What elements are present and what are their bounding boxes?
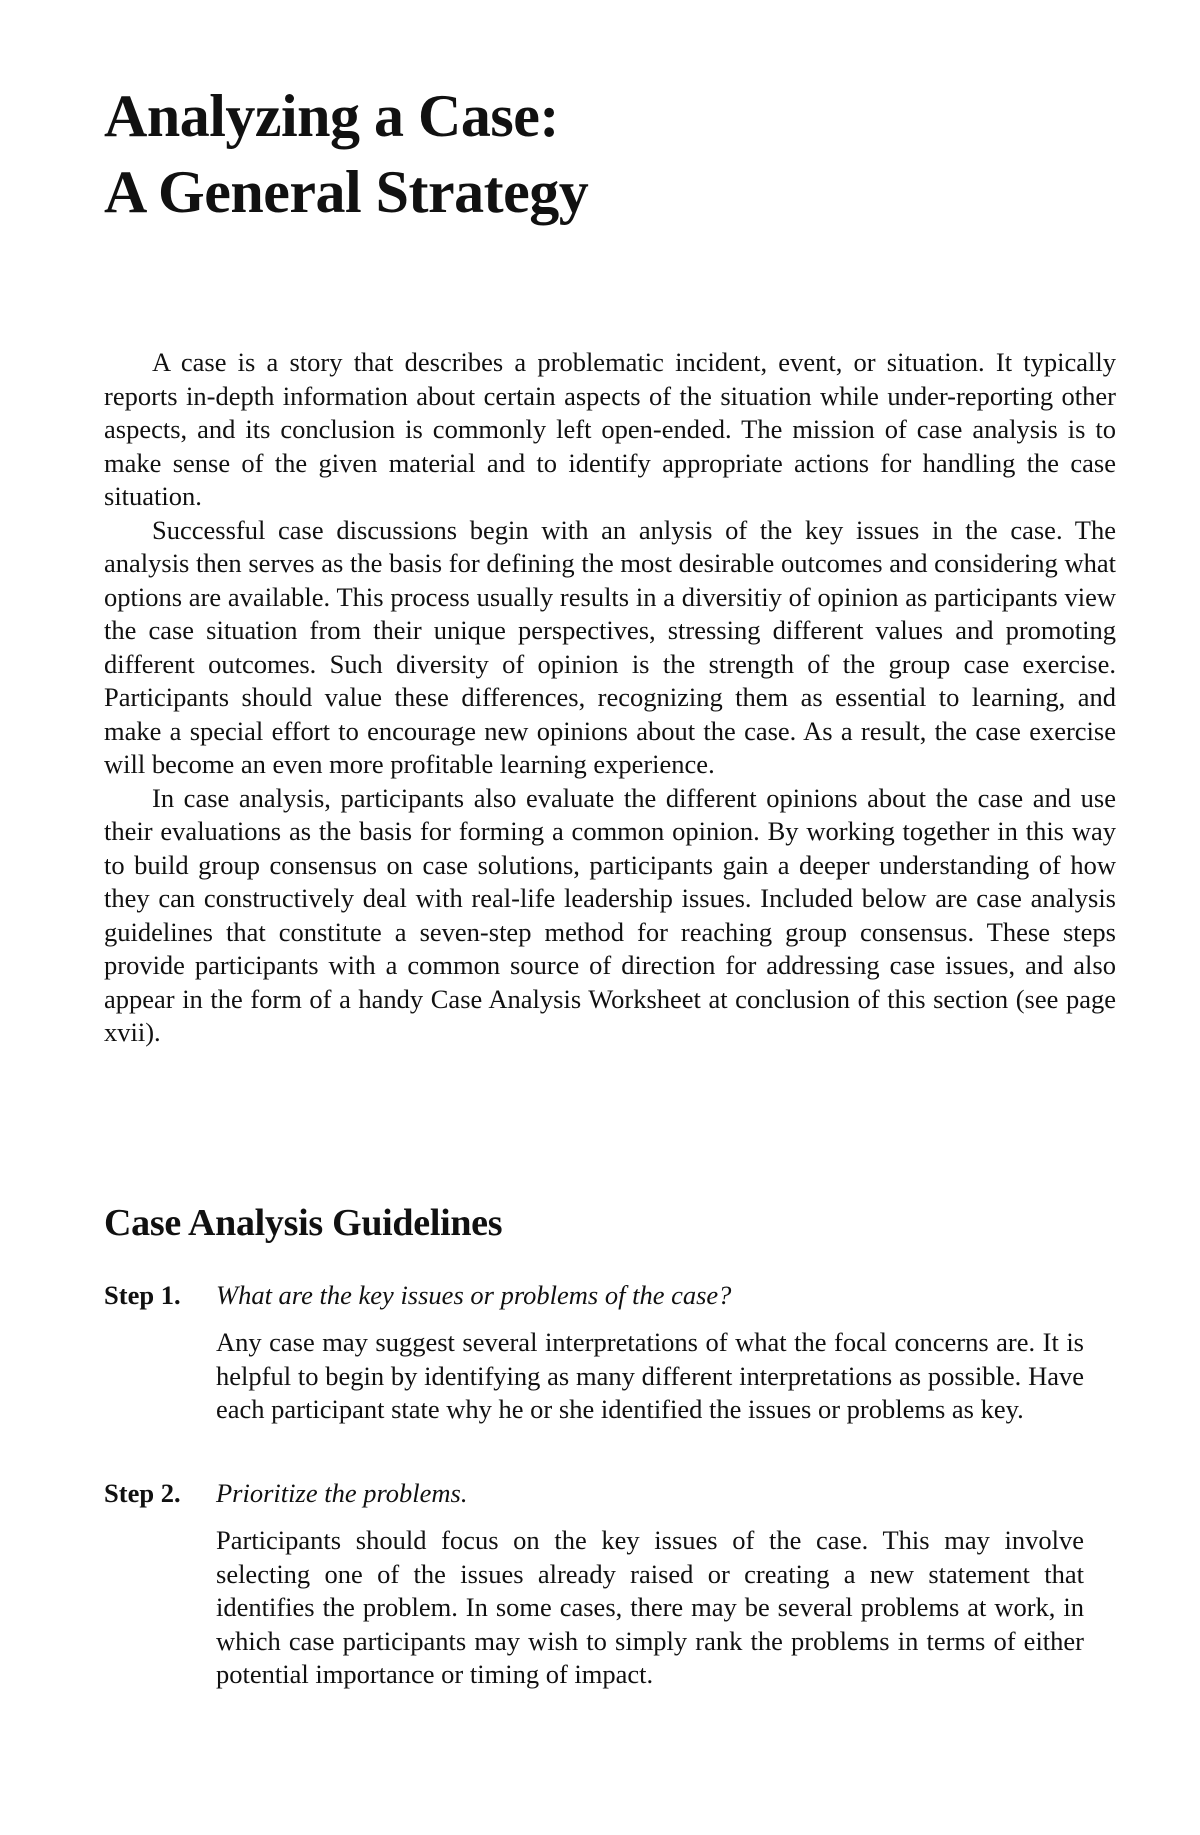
step-1 xyxy=(104,1278,1116,1427)
step-2-question: Prioritize the problems. xyxy=(216,1478,468,1508)
page-title xyxy=(104,78,588,230)
intro-paragraph-1: A case is a story that describes a problematic incident, event, or situation. It typically reports in-depth information about certain aspects of the situation while under-reporting other aspects, and its conclusion is commonly left open-ended. The mission of case analysis is to make sense of the given material and to identify appropriate actions for handling the case situation. xyxy=(104,347,1116,511)
page-title-line-2: A General Strategy xyxy=(104,159,589,225)
page-title-line-1: Analyzing a Case: xyxy=(104,83,559,149)
step-2-label: Step 2. xyxy=(104,1478,181,1508)
step-1-body: Any case may suggest several interpretations of what the focal concerns are. It is helpful to begin by identifying as many different interpretations as possible. Have each participant state why he or she identified the issues or problems as key. xyxy=(216,1327,1084,1424)
intro-paragraph-2: Successful case discussions begin with an anlysis of the key issues in the case. The analysis then serves as the basis for defining the most desirable outcomes and considering what options are available. This process usually results in a diversitiy of opinion as participants view the case situation from their unique perspectives, stressing different values and promoting different outcomes. Such diversity of opinion is the strength of the group case exercise. Participants should value these differences, recognizing them as essential to learning, and make a special effort to encourage new opinions about the case. As a result, the case exercise will become an even more profitable learning experience. xyxy=(104,514,1116,779)
intro-paragraph-3: In case analysis, participants also evaluate the different opinions about the case and use their evaluations as the basis for forming a common opinion. By working together in this way to build group consensus on case solutions, participants gain a deeper understanding of how they can constructively deal with real-life leadership issues. Included below are case analysis guidelines that constitute a seven-step method for reaching group consensus. These steps provide participants with a common source of direction for addressing case issues, and also appear in the form of a handy Case Analysis Worksheet at conclusion of this section (see page xvii). xyxy=(104,782,1116,1047)
section-heading: Case Analysis Guidelines xyxy=(104,1202,503,1244)
step-1-header xyxy=(104,1278,1116,1312)
step-2-header xyxy=(104,1476,1116,1510)
step-2 xyxy=(104,1476,1116,1692)
step-1-label: Step 1. xyxy=(104,1280,181,1310)
intro-text xyxy=(104,346,1116,1050)
step-2-body: Participants should focus on the key issues of the case. This may involve selecting one of the issues already raised or creating a new statement that identifies the problem. In some cases, there may be several problems at work, in which case participants may wish to simply rank the problems in terms of either potential importance or timing of impact. xyxy=(216,1525,1084,1689)
step-1-question: What are the key issues or problems of the case? xyxy=(216,1280,732,1310)
